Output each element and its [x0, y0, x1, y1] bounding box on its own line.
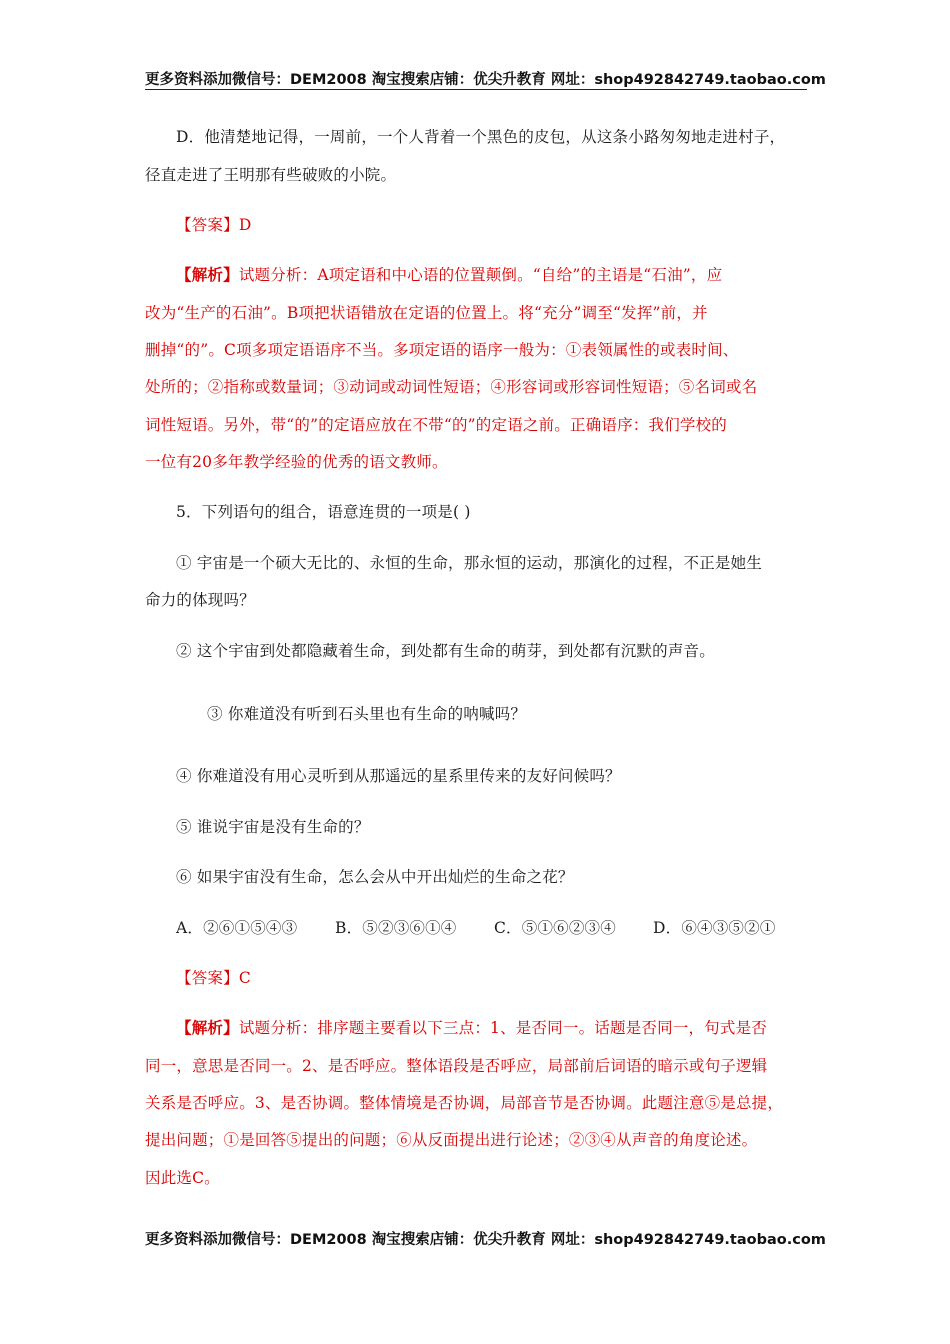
question-5-stem: 5．下列语句的组合，语意连贯的一项是( )	[176, 503, 471, 521]
analysis-2-line-3: 关系是否呼应。3、是否协调。整体情境是否协调，局部音节是否协调。此题注意⑤是总提，	[145, 1094, 784, 1112]
sentence-1-line-2: 命力的体现吗？	[145, 591, 255, 609]
answer-2-value: C	[238, 969, 251, 987]
analysis-1-line-1	[176, 265, 722, 285]
analysis-1-label: 【解析】	[176, 265, 239, 284]
analysis-2-label: 【解析】	[176, 1018, 239, 1037]
option-b: B．⑤②③⑥①④	[335, 919, 457, 937]
answer-2	[176, 968, 251, 988]
answer-1-value: D	[238, 216, 252, 234]
analysis-1-line-4: 处所的；②指称或数量词；③动词或动词性短语；④形容词或形容词性短语；⑤名词或名	[145, 378, 758, 396]
analysis-2-line-2: 同一，意思是否同一。2、是否呼应。整体语段是否呼应，局部前后词语的暗示或句子逻辑	[145, 1057, 768, 1075]
option-d-line-1: D．他清楚地记得，一周前，一个人背着一个黑色的皮包，从这条小路匆匆地走进村子，	[176, 128, 786, 146]
analysis-1-text-1: 试题分析：A项定语和中心语的位置颠倒。“自给”的主语是“石油”，应	[238, 266, 723, 284]
sentence-3: ③ 你难道没有听到石头里也有生命的呐喊吗？	[207, 705, 527, 723]
answer-1-label: 【答案】	[176, 216, 239, 234]
sentence-2: ② 这个宇宙到处都隐藏着生命，到处都有生命的萌芽，到处都有沉默的声音。	[176, 642, 715, 660]
option-a: A．②⑥①⑤④③	[176, 919, 298, 937]
analysis-2-line-1	[176, 1018, 767, 1038]
sentence-4: ④ 你难道没有用心灵听到从那遥远的星系里传来的友好问候吗？	[176, 767, 621, 785]
analysis-1-line-5: 词性短语。另外，带“的”的定语应放在不带“的”的定语之前。正确语序：我们学校的	[145, 416, 727, 434]
option-d: D．⑥④③⑤②①	[653, 919, 776, 937]
analysis-1-line-3: 删掉“的”。C项多项定语语序不当。多项定语的语序一般为：①表领属性的或表时间、	[145, 341, 739, 359]
sentence-6: ⑥ 如果宇宙没有生命，怎么会从中开出灿烂的生命之花？	[176, 868, 574, 886]
answer-1	[176, 215, 251, 235]
option-d-line-2: 径直走进了王明那有些破败的小院。	[145, 166, 397, 184]
page-footer: 更多资料添加微信号：DEM2008 淘宝搜索店铺：优尖升教育 网址：shop492842749.taobao.com	[145, 1232, 826, 1248]
page-header: 更多资料添加微信号：DEM2008 淘宝搜索店铺：优尖升教育 网址：shop492842749.taobao.com	[145, 72, 826, 88]
sentence-5: ⑤ 谁说宇宙是没有生命的？	[176, 818, 370, 836]
header-divider	[145, 89, 807, 90]
option-c: C．⑤①⑥②③④	[494, 919, 616, 937]
analysis-1-line-2: 改为“生产的石油”。B项把状语错放在定语的位置上。将“充分”调至“发挥”前，并	[145, 304, 708, 322]
answer-2-label: 【答案】	[176, 969, 239, 987]
analysis-2-line-4: 提出问题；①是回答⑤提出的问题；⑥从反面提出进行论述；②③④从声音的角度论述。	[145, 1131, 758, 1149]
analysis-2-line-5: 因此选C。	[145, 1169, 220, 1187]
sentence-1-line-1: ① 宇宙是一个硕大无比的、永恒的生命，那永恒的运动，那演化的过程，不正是她生	[176, 554, 763, 572]
analysis-1-line-6: 一位有20多年教学经验的优秀的语文教师。	[145, 453, 448, 471]
analysis-2-text-1: 试题分析：排序题主要看以下三点：1、是否同一。话题是否同一，句式是否	[238, 1019, 767, 1037]
